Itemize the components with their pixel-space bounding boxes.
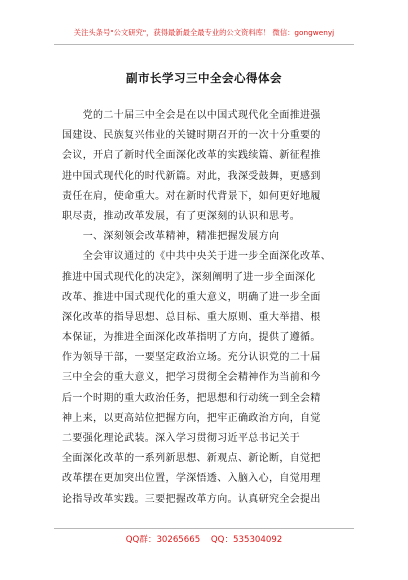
body-line: 全会审议通过的《中共中央关于进一步全面深化改革、 — [62, 251, 332, 263]
body-line: 责任在肩，使命重大。对在新时代背景下，如何更好地履 — [62, 190, 321, 202]
footer-contact — [0, 533, 408, 545]
body-line: 党的二十届三中全会是在以中国式现代化全面推进强 — [62, 110, 321, 121]
body-line: 后一个时期的重大政治任务，把思想和行动统一到全会精 — [62, 392, 321, 404]
footer-qq-group — [126, 535, 200, 545]
body-line: 全面深化改革的一系列新思想、新观点、新论断，自觉把 — [62, 453, 321, 465]
body-line: 改革、推进中国式现代化的重大意义，明确了进一步全面 — [62, 291, 321, 303]
header-divider — [54, 44, 354, 45]
body-line: 论指导改革实践。三要把握改革方向。认真研究全会提出 — [62, 493, 321, 505]
body-line: 推进中国式现代化的决定》，深刻阐明了进一步全面深化 — [62, 271, 316, 283]
document-body — [62, 106, 350, 510]
body-line: 会议，开启了新时代全面深化改革的实践续篇、新征程推 — [62, 150, 321, 162]
body-line: 进中国式现代化的时代新篇。对此，我深受鼓舞，更感到 — [62, 170, 321, 182]
footer-qq-group-label: QQ群： — [125, 535, 157, 545]
body-line: 深化改革的指导思想、总目标、重大原则、重大举措、根 — [62, 311, 321, 323]
body-line: 职尽责，推动改革发展，有了更深刻的认识和思考。 — [62, 210, 301, 222]
footer-qq-group-value: 30265665 — [156, 535, 201, 545]
body-line: 三中全会的重大意义，把学习贯彻全会精神作为当前和今 — [62, 372, 321, 384]
footer-qq — [211, 535, 282, 545]
footer-divider — [54, 528, 354, 529]
body-line: 改革摆在更加突出位置，学深悟透、入脑入心，自觉用理 — [62, 473, 321, 485]
body-line: 一、深刻领会改革精神，精准把握发展方向 — [62, 231, 280, 243]
document-title: 副市长学习三中全会心得体会 — [126, 71, 282, 85]
footer-qq-value: 535304092 — [233, 535, 283, 545]
footer-qq-label: QQ： — [210, 535, 234, 545]
body-line: 二要强化理论武装。深入学习贯彻习近平总书记关于 — [62, 433, 301, 444]
body-line: 国建设、民族复兴伟业的关键时期召开的一次十分重要的 — [62, 130, 321, 142]
header-promo-note: 关注头条号"公文研究"，获得最新最全最专业的公文资料库！ 微信：gongwenyj — [73, 28, 335, 37]
body-line: 本保证，为推进全面深化改革指明了方向，提供了遵循。 — [62, 332, 321, 344]
body-line: 神上来，以更高站位把握方向，把牢正确政治方向，自觉 — [62, 412, 321, 424]
body-line: 作为领导干部，一要坚定政治立场。充分认识党的二十届 — [62, 352, 321, 364]
